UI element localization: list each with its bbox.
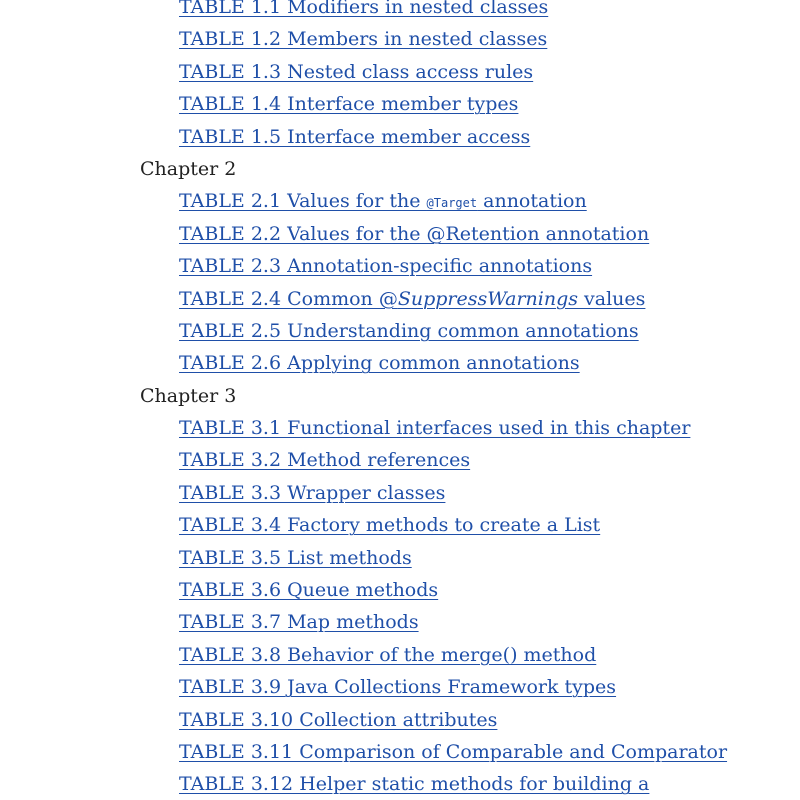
- toc-link-table-2-6[interactable]: TABLE 2.6 Applying common annotations: [179, 352, 580, 375]
- toc-entry: [0, 444, 800, 476]
- toc-entry: [0, 477, 800, 509]
- italic-text: SuppressWarnings: [397, 287, 578, 310]
- toc-entry: [0, 542, 800, 574]
- toc-link-table-2-5[interactable]: TABLE 2.5 Understanding common annotations: [179, 319, 639, 342]
- toc-entry: [0, 639, 800, 671]
- toc-entry: [0, 250, 800, 282]
- toc-link-table-3-7[interactable]: TABLE 3.7 Map methods: [179, 611, 419, 634]
- toc-entry: [0, 218, 800, 250]
- toc-link-table-3-1[interactable]: TABLE 3.1 Functional interfaces used in this chapter: [179, 417, 691, 440]
- toc-entry: [0, 121, 800, 153]
- toc-entry: [0, 185, 800, 217]
- code-text: @Target: [426, 196, 478, 211]
- chapter-heading-3: Chapter 3: [140, 384, 237, 407]
- toc-link-table-3-4[interactable]: TABLE 3.4 Factory methods to create a List: [179, 514, 601, 537]
- toc-link-table-1-4[interactable]: TABLE 1.4 Interface member types: [179, 93, 519, 116]
- toc-entry: [0, 56, 800, 88]
- toc-entry: [0, 412, 800, 444]
- toc-entry: [0, 88, 800, 120]
- toc-link-table-2-2[interactable]: TABLE 2.2 Values for the @Retention annotation: [179, 222, 650, 245]
- toc-entry: [0, 509, 800, 541]
- toc-link-table-3-5[interactable]: TABLE 3.5 List methods: [179, 546, 412, 569]
- toc-link-text: values: [578, 287, 646, 310]
- toc-link-text: annotation: [477, 190, 587, 213]
- toc-entry: [0, 283, 800, 315]
- toc-entry: [0, 768, 800, 800]
- toc-link-table-3-6[interactable]: TABLE 3.6 Queue methods: [179, 579, 439, 602]
- toc-link-text: TABLE 2.1 Values for the: [179, 190, 427, 213]
- toc-entry: [0, 671, 800, 703]
- toc-link-table-3-9[interactable]: TABLE 3.9 Java Collections Framework types: [179, 676, 617, 699]
- toc-link-text: TABLE 2.4 Common @: [179, 287, 398, 310]
- toc-entry: [0, 574, 800, 606]
- toc-link-table-3-3[interactable]: TABLE 3.3 Wrapper classes: [179, 481, 446, 504]
- toc-entry: [0, 347, 800, 379]
- toc-entry: [0, 606, 800, 638]
- toc-entry: [0, 23, 800, 55]
- toc-entry: [0, 704, 800, 736]
- toc-link-table-3-8[interactable]: TABLE 3.8 Behavior of the merge() method: [179, 643, 597, 666]
- toc-link-table-2-1[interactable]: [179, 190, 587, 212]
- toc-entry: [0, 315, 800, 347]
- toc-link-table-2-3[interactable]: TABLE 2.3 Annotation-specific annotations: [179, 255, 593, 278]
- chapter-heading-2: Chapter 2: [140, 157, 237, 180]
- toc-link-table-1-1[interactable]: TABLE 1.1 Modifiers in nested classes: [179, 0, 549, 18]
- toc-link-table-1-3[interactable]: TABLE 1.3 Nested class access rules: [179, 60, 534, 83]
- toc-link-table-3-11[interactable]: TABLE 3.11 Comparison of Comparable and Comparator: [179, 740, 728, 763]
- toc-link-table-1-5[interactable]: TABLE 1.5 Interface member access: [179, 125, 531, 148]
- toc-entry: [0, 0, 800, 23]
- toc-entry: [0, 736, 800, 768]
- toc-link-table-3-12[interactable]: TABLE 3.12 Helper static methods for building a: [179, 773, 650, 796]
- toc-link-table-1-2[interactable]: TABLE 1.2 Members in nested classes: [179, 28, 548, 51]
- toc-link-table-3-2[interactable]: TABLE 3.2 Method references: [179, 449, 471, 472]
- toc-link-table-2-4[interactable]: [179, 288, 645, 310]
- toc-link-table-3-10[interactable]: TABLE 3.10 Collection attributes: [179, 708, 498, 731]
